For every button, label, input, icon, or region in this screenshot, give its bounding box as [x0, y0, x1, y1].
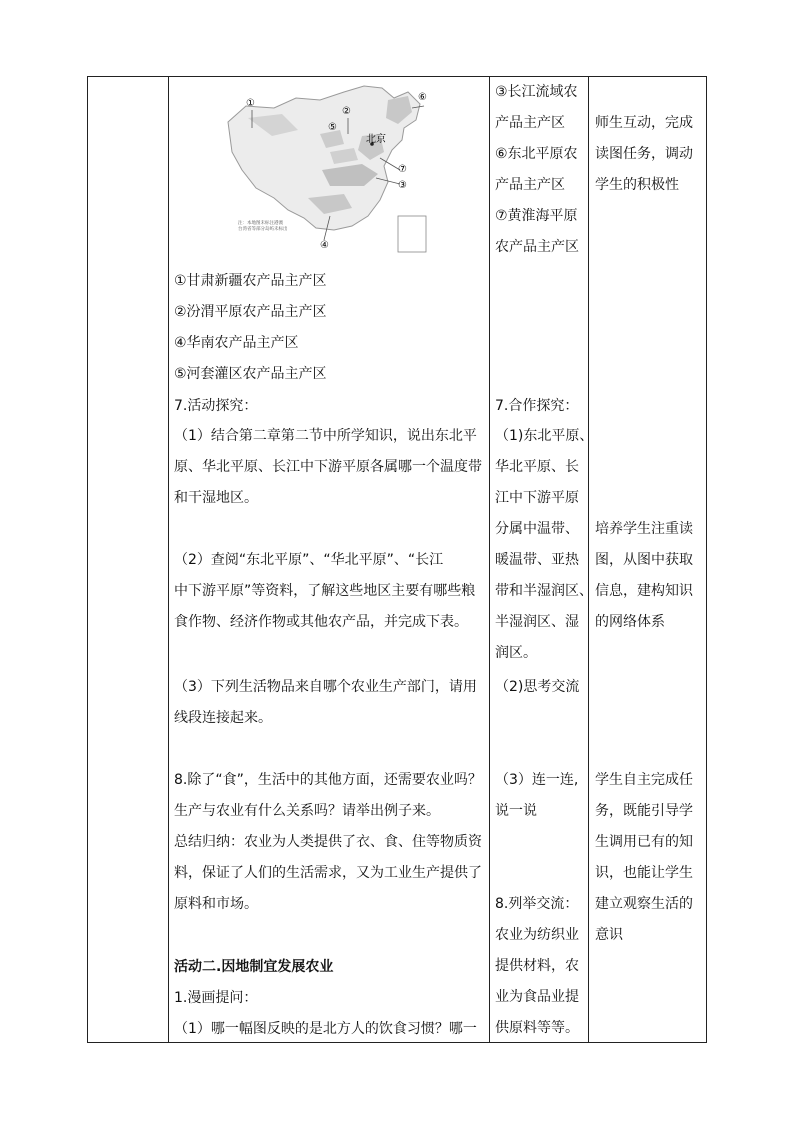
intent-2-line-2: 图，从图中获取 [595, 552, 693, 568]
list-exchange-line-4: 供原料等等。 [495, 1020, 579, 1036]
intent-3-line-3: 生调用已有的知 [595, 834, 693, 850]
marker-5: ⑤ [328, 122, 337, 133]
region-3-line-2: 产品主产区 [495, 115, 565, 131]
activity-2-title: 活动二.因地制宜发展农业 [174, 959, 334, 975]
column-divider-3 [588, 76, 589, 1043]
marker-7: ⑦ [398, 164, 407, 175]
list-exchange-line-1: 农业为纺织业 [495, 927, 579, 943]
intent-2-line-3: 信息，建构知识 [595, 583, 693, 599]
activity-7-title: 7.活动探究： [174, 398, 258, 414]
cooperation-line-6: 带和半湿润区、 [495, 583, 593, 599]
cooperation-line-7: 半湿润区、湿 [495, 614, 579, 630]
table-right-border [706, 76, 707, 1043]
column-divider-2 [489, 76, 490, 1043]
question-1-line-3: 和干湿地区。 [174, 490, 258, 506]
marker-4: ④ [320, 240, 329, 251]
question-3-line-1: （3）下列生活物品来自哪个农业生产部门，请用 [174, 679, 477, 695]
marker-3: ③ [398, 180, 407, 191]
intent-3-line-1: 学生自主完成任 [595, 772, 693, 788]
map-note-1: 注：本地图未标注港澳 [238, 221, 283, 226]
question-1-line-2: 原、华北平原、长江中下游平原各属哪一个温度带 [174, 459, 482, 475]
intent-1-line-1: 师生互动，完成 [595, 115, 693, 131]
list-exchange-line-3: 业为食品业提 [495, 989, 579, 1005]
cooperation-line-3: 江中下游平原 [495, 490, 579, 506]
question-2-line-1: （2）查阅“东北平原”、“华北平原”、“长江 [174, 552, 444, 568]
question-8-line-1: 8.除了“食”，生活中的其他方面，还需要农业吗？ [174, 772, 482, 788]
intent-1-line-3: 学生的积极性 [595, 177, 679, 193]
region-6-line-1: ⑥东北平原农 [495, 146, 578, 162]
question-2-line-3: 食作物、经济作物或其他农产品，并完成下表。 [174, 614, 468, 630]
cooperation-line-4: 分属中温带、 [495, 521, 579, 537]
marker-1: ① [246, 98, 255, 109]
connect-line-2: 说一说 [495, 803, 537, 819]
capital-label: 北京 [366, 134, 386, 145]
connect-line-1: （3）连一连, [495, 772, 579, 788]
china-agricultural-regions-map [212, 78, 440, 258]
question-2-line-2: 中下游平原”等资料，了解这些地区主要有哪些粮 [174, 583, 476, 599]
table-top-border [87, 76, 707, 77]
table-left-border [87, 76, 88, 1043]
south-china-sea-inset [398, 216, 426, 252]
region-3-line-1: ③长江流域农 [495, 84, 578, 100]
summary-line-2: 料，保证了人们的生活需求，又为工业生产提供了 [174, 865, 482, 881]
comic-question-title: 1.漫画提问： [174, 990, 258, 1006]
marker-2: ② [342, 106, 351, 117]
intent-3-line-2: 务，既能引导学 [595, 803, 693, 819]
region-7-line-2: 农产品主产区 [495, 239, 579, 255]
intent-1-line-2: 读图任务，调动 [595, 146, 693, 162]
list-exchange-title: 8.列举交流： [495, 896, 579, 912]
legend-item-4: ④华南农产品主产区 [174, 335, 299, 351]
intent-3-line-6: 意识 [595, 927, 623, 943]
legend-item-2: ②汾渭平原农产品主产区 [174, 304, 327, 320]
column-divider-1 [168, 76, 169, 1043]
region-7-line-1: ⑦黄淮海平原 [495, 208, 578, 224]
marker-6: ⑥ [418, 92, 427, 103]
question-1-line-1: （1）结合第二章第二节中所学知识，说出东北平 [174, 428, 477, 444]
cooperation-line-1: （1)东北平原、 [495, 428, 594, 444]
region-6-line-2: 产品主产区 [495, 177, 565, 193]
cooperation-line-5: 暖温带、亚热 [495, 552, 579, 568]
question-3-line-2: 线段连接起来。 [174, 710, 272, 726]
summary-line-1: 总结归纳：农业为人类提供了衣、食、住等物质资 [174, 834, 482, 850]
legend-item-5: ⑤河套灌区农产品主产区 [174, 366, 327, 382]
question-8-line-2: 生产与农业有什么关系吗？请举出例子来。 [174, 803, 440, 819]
summary-line-3: 原料和市场。 [174, 896, 258, 912]
intent-3-line-5: 建立观察生活的 [595, 896, 693, 912]
list-exchange-line-2: 提供材料，农 [495, 958, 579, 974]
cooperation-line-8: 润区。 [495, 645, 537, 661]
comic-question-1: （1）哪一幅图反映的是北方人的饮食习惯？哪一 [174, 1021, 477, 1037]
legend-item-1: ①甘肃新疆农产品主产区 [174, 273, 327, 289]
intent-2-line-1: 培养学生注重读 [595, 521, 693, 537]
intent-3-line-4: 识，也能让学生 [595, 865, 693, 881]
map-note-2: 台湾省等部分岛屿未标出 [238, 227, 288, 232]
cooperation-title: 7.合作探究： [495, 398, 579, 414]
think-exchange: （2)思考交流 [495, 679, 580, 695]
table-bottom-border [87, 1042, 707, 1043]
intent-2-line-4: 的网络体系 [595, 614, 665, 630]
cooperation-line-2: 华北平原、长 [495, 459, 579, 475]
